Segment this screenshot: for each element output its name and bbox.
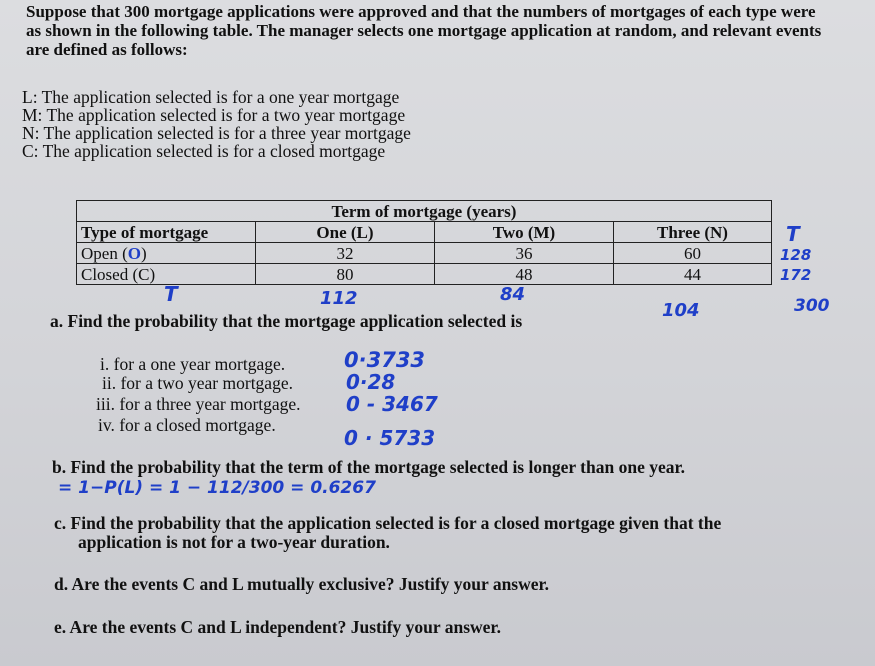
- table-header-cell: Three (N): [614, 222, 772, 243]
- table-group-header: Term of mortgage (years): [77, 201, 772, 222]
- handwritten-O-mark: O: [127, 243, 141, 263]
- question-d: d. Are the events C and L mutually exclusive? Justify your answer.: [54, 574, 550, 594]
- handwritten-col-total-two: 84: [500, 284, 526, 305]
- table-row-label: Open (O): [77, 243, 256, 264]
- question-a: a. Find the probability that the mortgage application selected is: [50, 311, 523, 331]
- table-cell: 44: [614, 264, 772, 285]
- table-cell: 80: [256, 264, 435, 285]
- question-e: e. Are the events C and L independent? Justify your answer.: [54, 617, 501, 637]
- handwritten-answer-a-i: 0·3733: [344, 348, 426, 372]
- definition-L: L: The application selected is for a one year mortgage: [22, 87, 400, 107]
- handwritten-row-total-open: 128: [780, 246, 812, 264]
- question-a-ii: ii. for a two year mortgage.: [102, 373, 293, 393]
- table-header-cell: One (L): [256, 222, 435, 243]
- handwritten-T-column: T: [786, 222, 800, 246]
- table-cell: 48: [435, 264, 614, 285]
- question-c-line1: c. Find the probability that the application selected is for a closed mortgage given that the: [54, 513, 722, 533]
- table-row-label: Closed (C): [77, 264, 256, 285]
- question-a-i: i. for a one year mortgage.: [100, 354, 286, 374]
- handwritten-answer-a-iv: 0 · 5733: [344, 426, 436, 450]
- mortgage-table: [76, 200, 772, 285]
- table-header-row: [77, 222, 772, 243]
- question-b: b. Find the probability that the term of the mortgage selected is longer than one year.: [52, 457, 686, 477]
- handwritten-col-total-three: 104: [662, 300, 700, 321]
- handwritten-answer-b: = 1−P(L) = 1 − 112/300 = 0.6267: [58, 478, 376, 498]
- definition-N: N: The application selected is for a three year mortgage: [22, 123, 411, 143]
- table-header-cell: Two (M): [435, 222, 614, 243]
- table-cell: 32: [256, 243, 435, 264]
- question-a-iii: iii. for a three year mortgage.: [96, 394, 301, 414]
- handwritten-col-total-one: 112: [320, 288, 358, 309]
- question-c-line2: application is not for a two-year duration.: [78, 532, 390, 552]
- problem-intro: Suppose that 300 mortgage applications were approved and that the numbers of mortgages of each type were as shown in the following table. The manager selects one mortgage application at random, and relevant events are defined as follows:: [26, 2, 822, 59]
- handwritten-row-total-closed: 172: [780, 266, 812, 284]
- handwritten-answer-a-ii: 0·28: [346, 370, 396, 394]
- table-cell: 36: [435, 243, 614, 264]
- table-group-header-row: [77, 201, 772, 222]
- question-a-iv: iv. for a closed mortgage.: [98, 415, 276, 435]
- definition-M: M: The application selected is for a two year mortgage: [22, 105, 406, 125]
- handwritten-answer-a-iii: 0 - 3467: [346, 392, 438, 416]
- table-row: [77, 243, 772, 264]
- definition-C: C: The application selected is for a closed mortgage: [22, 141, 386, 161]
- handwritten-T-row: T: [164, 282, 178, 306]
- table-cell: 60: [614, 243, 772, 264]
- table-header-cell: Type of mortgage: [77, 222, 256, 243]
- table-row: [77, 264, 772, 285]
- handwritten-grand-total: 300: [794, 296, 830, 316]
